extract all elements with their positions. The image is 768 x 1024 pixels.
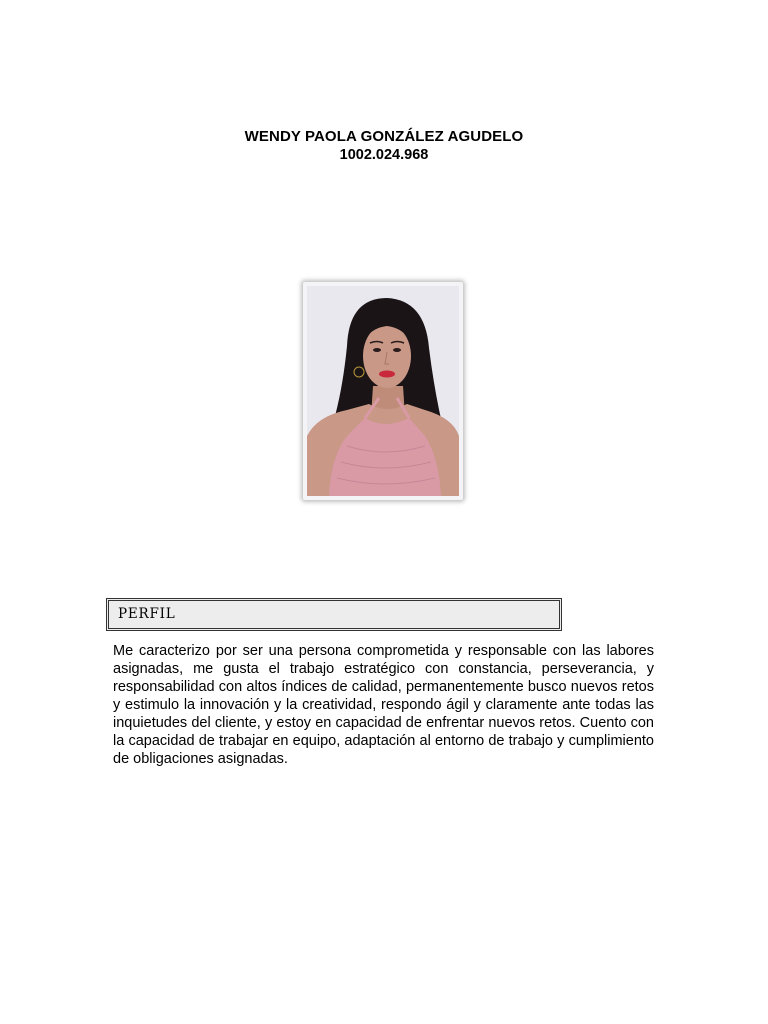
profile-section-title: PERFIL (118, 606, 176, 622)
profile-description: Me caracterizo por ser una persona comprometida y responsable con las labores asignadas, me gusta el trabajo estratégico con constancia, perseverancia, y responsabilidad con altos índices de calidad, permanentemente busco nuevos retos y estimulo la innovación y la creatividad, respondo ágil y claramente ante todas las inquietudes del cliente, y estoy en capacidad de enfrentar nuevos retos. Cuento con la capacidad de trabajar en equipo, adaptación al entorno de trabajo y cumplimiento de obligaciones asignadas. (113, 643, 654, 767)
portrait-photo (303, 282, 463, 500)
candidate-name: WENDY PAOLA GONZÁLEZ AGUDELO (244, 128, 524, 145)
portrait-icon (307, 286, 459, 496)
profile-section-header (106, 598, 562, 631)
resume-header (0, 128, 768, 164)
candidate-id-number: 1002.024.968 (339, 147, 429, 163)
